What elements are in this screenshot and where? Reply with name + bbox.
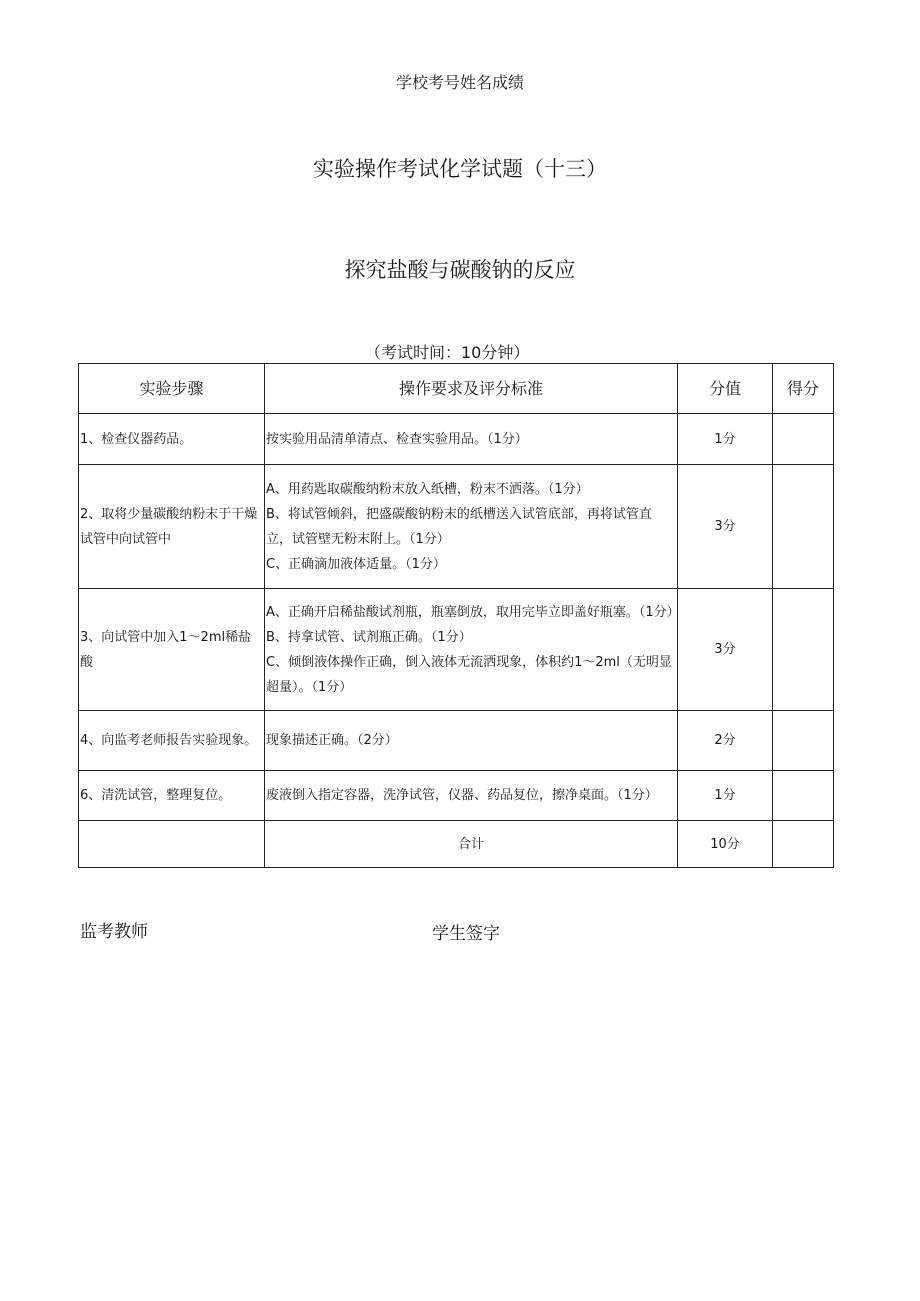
points-cell: 3分 <box>678 589 773 711</box>
requirement-text: B、持拿试管、试剂瓶正确。（1分） <box>266 629 472 645</box>
requirement-text: C、正确滴加液体适量。（1分） <box>266 556 446 572</box>
requirements-cell <box>265 771 678 821</box>
score-cell[interactable] <box>773 711 834 771</box>
scoring-table <box>78 363 834 868</box>
requirements-cell <box>265 711 678 771</box>
exam-time: （考试时间：10分钟） <box>365 343 530 362</box>
table-header-row <box>79 364 834 414</box>
requirement-text: A、用药匙取碳酸纳粉末放入纸槽，粉末不洒落。（1分） <box>266 481 589 497</box>
column-header-step: 实验步骤 <box>79 364 265 414</box>
proctor-signature-label: 监考教师 <box>80 922 148 942</box>
requirements-cell <box>265 465 678 589</box>
points-cell: 1分 <box>678 771 773 821</box>
total-label: 合计 <box>265 821 678 868</box>
points-cell: 2分 <box>678 711 773 771</box>
step-cell: 4、向监考老师报告实验现象。 <box>79 711 265 771</box>
requirement-text: 废液倒入指定容器，洗净试管，仪器、药品复位，擦净桌面。（1分） <box>266 788 658 803</box>
requirement-text: 按实验用品清单清点、检查实验用品。（1分） <box>266 431 528 447</box>
total-points: 10分 <box>678 821 773 868</box>
table-row <box>79 589 834 711</box>
table-row <box>79 771 834 821</box>
step-cell: 2、取将少量碳酸纳粉末于干燥试管中向试管中 <box>79 465 265 589</box>
score-cell[interactable] <box>773 414 834 465</box>
column-header-score: 得分 <box>773 364 834 414</box>
table-row <box>79 465 834 589</box>
page-title: 实验操作考试化学试题（十三） <box>313 157 607 181</box>
page-subtitle: 探究盐酸与碳酸钠的反应 <box>344 258 576 282</box>
step-cell: 3、向试管中加入1～2ml稀盐酸 <box>79 589 265 711</box>
score-cell[interactable] <box>773 771 834 821</box>
step-cell: 1、检查仪器药品。 <box>79 414 265 465</box>
total-score-cell[interactable] <box>773 821 834 868</box>
requirement-text: A、正确开启稀盐酸试剂瓶，瓶塞倒放，取用完毕立即盖好瓶塞。（1分） <box>266 604 680 620</box>
requirement-text: C、倾倒液体操作正确，倒入液体无流洒现象，体积约1～2ml（无明显超量）。（1分） <box>266 654 672 695</box>
total-row <box>79 821 834 868</box>
step-cell: 6、清洗试管，整理复位。 <box>79 771 265 821</box>
requirements-cell <box>265 414 678 465</box>
column-header-points: 分值 <box>678 364 773 414</box>
score-cell[interactable] <box>773 589 834 711</box>
points-cell: 3分 <box>678 465 773 589</box>
requirements-cell <box>265 589 678 711</box>
total-step-cell <box>79 821 265 868</box>
student-signature-label: 学生签字 <box>432 924 500 944</box>
points-cell: 1分 <box>678 414 773 465</box>
requirement-text: B、将试管倾斜，把盛碳酸钠粉末的纸槽送入试管底部，再将试管直立，试管壁无粉末附上。（1分） <box>266 506 652 547</box>
column-header-requirements: 操作要求及评分标准 <box>265 364 678 414</box>
table-row <box>79 414 834 465</box>
table-row <box>79 711 834 771</box>
info-line: 学校考号姓名成绩 <box>395 73 524 92</box>
score-cell[interactable] <box>773 465 834 589</box>
requirement-text: 现象描述正确。（2分） <box>266 733 398 748</box>
